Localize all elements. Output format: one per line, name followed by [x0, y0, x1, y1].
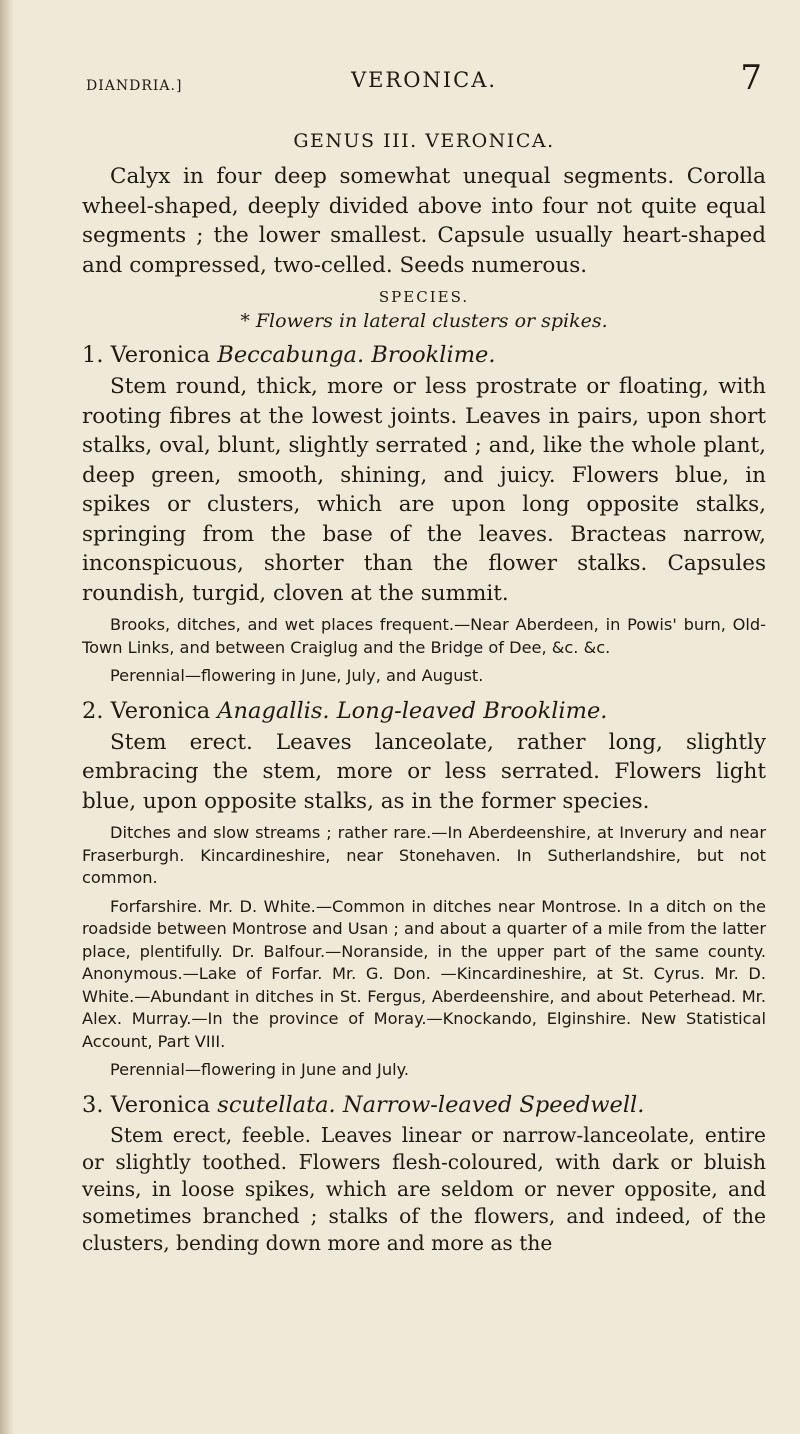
species-number: 3.	[82, 1091, 104, 1118]
species-habitat-records: Forfarshire. Mr. D. White.—Common in ditches near Montrose. In a ditch on the roadside between Montrose and Usan ; and about a quarter of a mile from the latter place, plentifully. Dr. Balfour.—Noranside, in the upper part of the same county. Anonymous.—Lake of Forfar. Mr. G. Don. —Kincardineshire, at St. Cyrus. Mr. D. White.—Abundant in ditches in St. Fergus, Aberdeenshire, and about Peterhead. Mr. Alex. Murray.—In the province of Moray.—Knockando, Elginshire. New Statistical Account, Part VIII.	[82, 896, 766, 1051]
species-heading: SPECIES.	[378, 288, 470, 306]
book-page	[82, 60, 766, 1257]
species-genus: Veronica	[110, 342, 211, 368]
species-entry-1	[82, 340, 766, 688]
running-head-section: DIANDRIA.]	[86, 78, 183, 94]
species-number: 2.	[82, 697, 104, 724]
species-description: Stem erect, feeble. Leaves linear or narrow-lanceolate, entire or slightly toothed. Flowers flesh-coloured, with dark or bluish veins, in loose spikes, which are seldom or never opposite, and sometimes branched ; stalks of the flowers, and indeed, of the clusters, bending down more and more as the	[82, 1122, 766, 1255]
species-flowering: Perennial—flowering in June, July, and August.	[110, 666, 484, 685]
species-common-name: Long-leaved Brooklime.	[336, 697, 608, 724]
species-habitat: Ditches and slow streams ; rather rare.—In Aberdeenshire, at Inverury and near Fraserburgh. Kincardineshire, near Stonehaven. In Sutherlandshire, but not common.	[82, 823, 766, 887]
species-common-name: Brooklime.	[371, 342, 496, 368]
page-number: 7	[740, 58, 762, 98]
species-habitat: Brooks, ditches, and wet places frequent.—Near Aberdeen, in Powis' burn, Old-Town Links, and between Craiglug and the Bridge of Dee, &c. &c.	[82, 615, 766, 657]
group-heading: * Flowers in lateral clusters or spikes.	[240, 310, 608, 332]
species-epithet: Anagallis.	[217, 697, 330, 724]
page-binding-edge	[0, 0, 14, 1434]
species-title	[82, 340, 766, 370]
species-genus: Veronica	[110, 1091, 211, 1118]
species-title	[82, 1090, 766, 1120]
genus-heading: GENUS III. VERONICA.	[293, 130, 555, 152]
species-epithet: Beccabunga.	[217, 342, 365, 368]
species-genus: Veronica	[110, 697, 211, 724]
species-entry-2	[82, 696, 766, 1082]
species-title	[82, 696, 766, 726]
species-epithet: scutellata.	[217, 1091, 336, 1118]
running-head-title: VERONICA.	[350, 68, 498, 92]
species-entry-3	[82, 1090, 766, 1257]
running-head	[82, 60, 766, 102]
species-flowering: Perennial—flowering in June and July.	[110, 1060, 409, 1079]
species-common-name: Narrow-leaved Speedwell.	[342, 1091, 645, 1118]
genus-description: Calyx in four deep somewhat unequal segments. Corolla wheel-shaped, deeply divided above into four not quite equal segments ; the lower smallest. Capsule usually heart-shaped and compressed, two-celled. Seeds numerous.	[82, 164, 766, 278]
species-number: 1.	[82, 342, 104, 368]
species-description: Stem round, thick, more or less prostrate or floating, with rooting fibres at the lowest joints. Leaves in pairs, upon short stalks, oval, blunt, slightly serrated ; and, like the whole plant, deep green, smooth, shining, and juicy. Flowers blue, in spikes or clusters, which are upon long opposite stalks, springing from the base of the leaves. Bracteas narrow, inconspicuous, shorter than the flower stalks. Capsules roundish, turgid, cloven at the summit.	[82, 374, 766, 606]
species-description: Stem erect. Leaves lanceolate, rather long, slightly embracing the stem, more or less serrated. Flowers light blue, upon opposite stalks, as in the former species.	[82, 729, 766, 814]
